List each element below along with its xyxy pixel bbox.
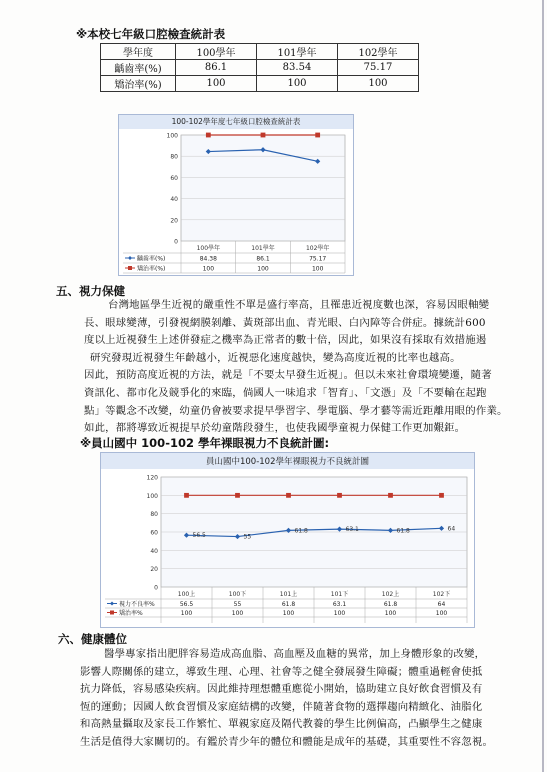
x-tick-label: 102下 (432, 591, 451, 598)
data-label: 56.5 (192, 532, 206, 540)
data-point-square (337, 493, 342, 498)
table-value: 100 (435, 610, 448, 617)
y-tick-label: 20 (170, 217, 178, 225)
x-tick-label: 101下 (330, 591, 349, 598)
bmi-heading: 六、健康體位 (58, 632, 127, 646)
paragraph-line: 台灣地區學生近視的嚴重性不單是盛行率高，且罹患近視度數也深，容易因眼軸變 (108, 299, 490, 311)
table-cell: 100 (176, 76, 257, 92)
oral-chart (118, 114, 354, 276)
legend-label: 矯治率% (119, 610, 143, 617)
table-value: 86.1 (256, 255, 270, 263)
table-value: 63.1 (332, 601, 347, 608)
table-row (101, 76, 419, 92)
data-point-square (286, 493, 291, 498)
table-value: 55 (233, 601, 242, 608)
y-tick-label: 80 (150, 511, 158, 519)
table-value: 100 (282, 610, 295, 617)
data-point-square (439, 493, 444, 498)
legend-label: 齲齒率(%) (137, 255, 166, 263)
y-tick-label: 60 (150, 529, 158, 537)
data-label: 61.8 (396, 527, 410, 535)
oral-chart-svg (119, 115, 353, 275)
x-tick-label: 102學年 (305, 245, 330, 252)
table-header-row (101, 44, 419, 60)
y-tick-label: 100 (166, 132, 178, 140)
paragraph-line: 抗力降低，容易感染疾病。因此維持理想體重應從小開始，協助建立良好飲食習慣及有 (80, 683, 483, 696)
table-header-cell: 100學年 (176, 44, 257, 60)
table-header-cell: 學年度 (101, 44, 176, 60)
table-value: 56.5 (179, 601, 194, 608)
table-value: 100 (311, 265, 324, 273)
table-value: 61.8 (281, 601, 296, 608)
x-tick-label: 100學年 (196, 245, 221, 252)
vision-chart-svg (101, 453, 474, 627)
y-tick-label: 0 (154, 584, 158, 592)
oral-exam-table (100, 43, 419, 92)
vision-chart-title: ※員山國中 100-102 學年裸眼視力不良統計圖: (80, 436, 330, 450)
vision-paragraph (84, 297, 522, 438)
x-tick-label: 101學年 (251, 245, 275, 252)
x-tick-label: 100下 (228, 591, 247, 598)
legend-swatch-diamond (110, 602, 114, 606)
vision-heading: 五、視力保健 (56, 284, 125, 298)
paragraph-line: 醫學專家指出肥胖容易造成高血脂、高血壓及血糖的異常，加上身體形象的改變， (104, 648, 486, 660)
legend-label: 視力不良率% (119, 601, 155, 608)
table-value: 84.38 (199, 255, 217, 263)
data-label: 63.1 (345, 526, 359, 534)
table-value: 100 (333, 610, 346, 617)
y-tick-label: 60 (170, 174, 178, 182)
table-cell: 100 (257, 76, 338, 92)
table-cell: 齲齒率(%) (101, 60, 176, 76)
table-value: 100 (231, 610, 244, 617)
x-tick-label: 102上 (381, 591, 400, 598)
paragraph-line: 長、眼球變薄，引發視網膜剝離、黃斑部出血、青光眼、白內障等合併症。據統計600 (84, 316, 486, 329)
table-cell: 83.54 (257, 60, 338, 76)
table-cell: 矯治率(%) (101, 76, 176, 92)
bmi-paragraph (80, 646, 522, 752)
paragraph-line: 如此，都將導致近視提早於幼童階段發生，也使我國學童視力保健工作更加艱鉅。 (84, 422, 466, 435)
paragraph-line: 研究發現近視發生年齡越小，近視惡化速度越快，變為高度近視的比率也越高。 (90, 351, 461, 364)
legend-label: 矯治率(%) (137, 265, 166, 273)
y-tick-label: 80 (170, 153, 178, 161)
table-value: 100 (202, 265, 215, 273)
page-edge (542, 0, 544, 772)
table-value: 100 (257, 265, 269, 273)
y-tick-label: 0 (174, 238, 178, 246)
paragraph-line: 影響人際關係的建立，導致生理、心理、社會等之健全發展發生障礙；體重過輕會使抵 (80, 665, 483, 678)
table-cell: 86.1 (176, 60, 257, 76)
paragraph-line: 恆的運動；因國人飲食習慣及家庭結構的改變，伴隨著食物的選擇趨向精緻化、油脂化 (80, 700, 483, 713)
table-value: 100 (180, 610, 193, 617)
y-tick-label: 40 (170, 196, 178, 204)
chart-title: 100-102學年度七年級口腔檢查統計表 (171, 117, 301, 126)
y-tick-label: 40 (150, 547, 158, 555)
legend-swatch-diamond (128, 256, 132, 260)
table-value: 75.17 (309, 255, 327, 263)
oral-table-title: ※本校七年級口腔檢查統計表 (76, 27, 226, 41)
table-value: 100 (384, 610, 397, 617)
x-tick-label: 101上 (279, 591, 298, 598)
y-tick-label: 120 (146, 474, 158, 482)
data-point-square (235, 493, 240, 498)
data-point-square (315, 133, 320, 138)
paragraph-line: 資訊化、都市化及競爭化的來臨，倘國人一味追求「智育」、「文憑」及「不要輸在起跑 (84, 386, 487, 399)
paragraph-line: 因此，預防高度近視的方法，就是「不要太早發生近視」。但以未來社會環境變遷，隨著 (84, 369, 492, 382)
paragraph-line: 生活是值得大家關切的。有鑑於青少年的體位和體能是成年的基礎，其重要性不容忽視。 (80, 735, 494, 748)
paragraph-line: 和高熱量攝取及家長工作繁忙、單親家庭及隔代教養的學生比例偏高，凸顯學生之健康 (80, 718, 483, 731)
data-point-square (206, 133, 211, 138)
paragraph-line: 點」等觀念不改變，幼童仍會被要求提早學習字、學電腦、學才藝等需近距離用眼的作業。 (84, 404, 508, 417)
data-point-square (388, 493, 393, 498)
table-value: 61.8 (383, 601, 398, 608)
table-cell: 100 (338, 76, 419, 92)
vision-chart (100, 452, 475, 628)
data-point-square (261, 133, 266, 138)
paragraph-line: 度以上近視發生上述併發症之機率為正常者的數十倍，因此，如果沒有採取有效措施遏 (84, 334, 487, 347)
x-tick-label: 100上 (177, 591, 196, 598)
table-value: 64 (437, 601, 446, 608)
legend-swatch-square (128, 266, 132, 270)
data-label: 64 (447, 525, 456, 533)
y-tick-label: 20 (150, 566, 158, 574)
data-point-square (184, 493, 189, 498)
table-cell: 75.17 (338, 60, 419, 76)
legend-swatch-square (110, 611, 114, 615)
table-row (101, 60, 419, 76)
table-header-cell: 101學年 (257, 44, 338, 60)
data-label: 61.8 (294, 527, 308, 535)
table-header-cell: 102學年 (338, 44, 419, 60)
chart-title: 員山國中100-102學年裸眼視力不良統計圖 (205, 457, 370, 467)
y-tick-label: 100 (146, 492, 158, 500)
data-label: 55 (243, 533, 252, 541)
